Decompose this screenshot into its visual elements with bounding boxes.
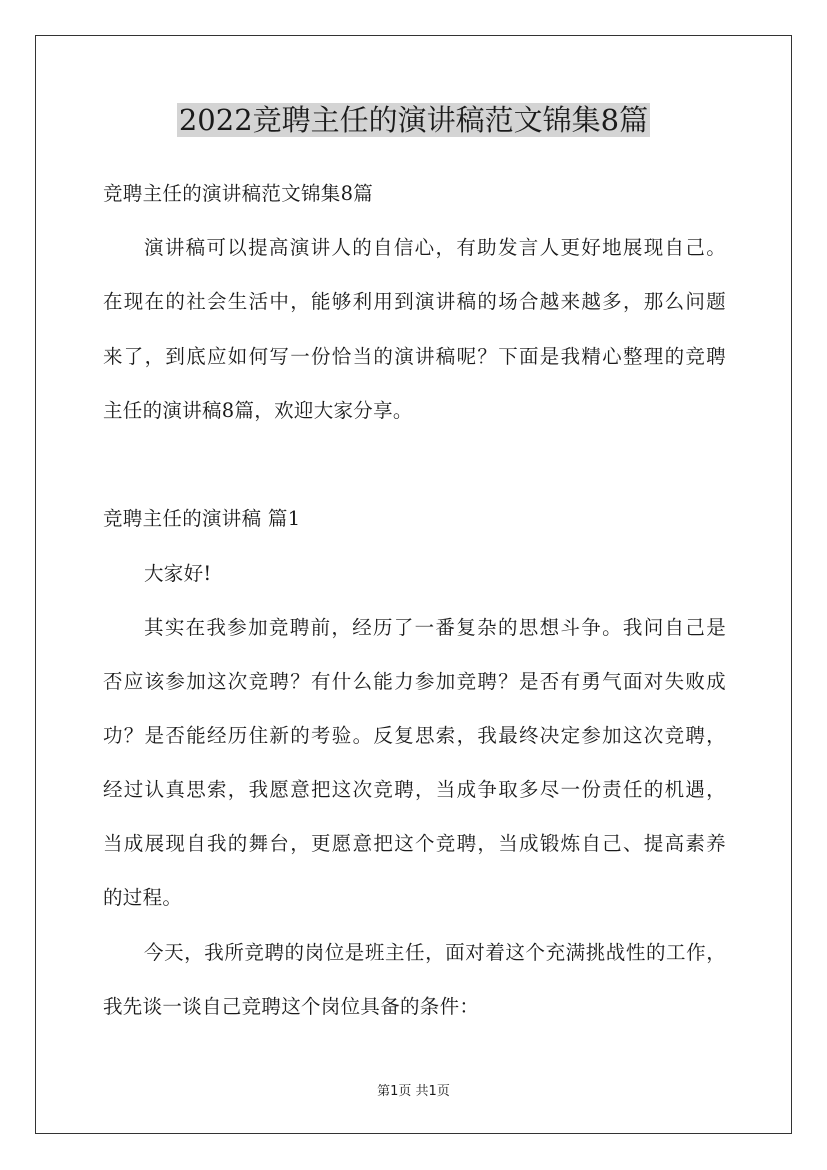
document-title <box>0 98 827 142</box>
paragraph-1-line-3: 功？是否能经历住新的考验。反复思索，我最终决定参加这次竞聘， <box>103 724 726 747</box>
intro-line-1: 演讲稿可以提高演讲人的自信心，有助发言人更好地展现自己。 <box>144 236 726 259</box>
document-subtitle: 竞聘主任的演讲稿范文锦集8篇 <box>103 182 374 205</box>
paragraph-1-line-1: 其实在我参加竞聘前，经历了一番复杂的思想斗争。我问自己是 <box>144 616 726 639</box>
paragraph-1-line-2: 否应该参加这次竞聘？有什么能力参加竞聘？是否有勇气面对失败成 <box>103 670 726 693</box>
greeting: 大家好! <box>144 562 212 585</box>
paragraph-2-line-1: 今天，我所竞聘的岗位是班主任，面对着这个充满挑战性的工作， <box>144 941 726 964</box>
intro-line-3: 来了，到底应如何写一份恰当的演讲稿呢？下面是我精心整理的竞聘 <box>103 345 726 368</box>
section-heading: 竞聘主任的演讲稿 篇1 <box>103 507 301 530</box>
document-title-text: 2022竞聘主任的演讲稿范文锦集8篇 <box>178 103 649 137</box>
intro-line-4: 主任的演讲稿8篇，欢迎大家分享。 <box>103 399 413 422</box>
paragraph-1-line-6: 的过程。 <box>103 886 183 909</box>
page-footer: 第1页 共1页 <box>377 1084 450 1099</box>
paragraph-1-line-5: 当成展现自我的舞台，更愿意把这个竞聘，当成锻炼自己、提高素养 <box>103 832 726 855</box>
paragraph-2-line-2: 我先谈一谈自己竞聘这个岗位具备的条件： <box>103 995 480 1018</box>
intro-line-2: 在现在的社会生活中，能够利用到演讲稿的场合越来越多，那么问题 <box>103 290 726 313</box>
paragraph-1-line-4: 经过认真思索，我愿意把这次竞聘，当成争取多尽一份责任的机遇， <box>103 778 726 801</box>
